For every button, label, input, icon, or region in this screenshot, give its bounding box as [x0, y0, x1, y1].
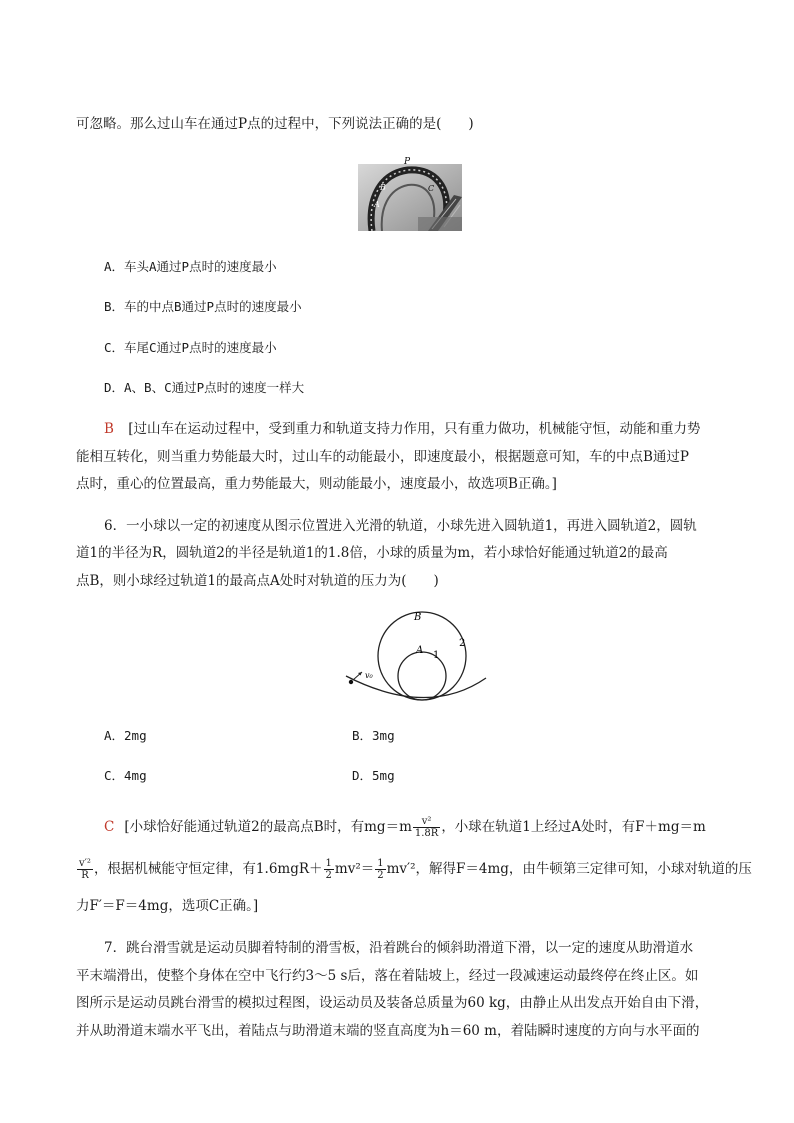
q7-stem-1: 7．跳台滑雪就是运动员脚着特制的滑雪板，沿着跳台的倾斜助滑道下滑，以一定的速度从助滑道水 — [104, 940, 694, 956]
q6-answer-letter: C — [104, 819, 115, 835]
q6-option-b: B．3mg — [352, 728, 395, 743]
q6-stem-2: 道1的半径为R，圆轨道2的半径是轨道1的1.8倍，小球的质量为m，若小球恰好能通过轨道2的最高 — [76, 545, 668, 561]
q7-stem-2: 平末端滑出，使整个身体在空中飞行约3～5 s后，落在着陆坡上，经过一段减速运动最终停在终止区。如 — [76, 968, 699, 984]
label-b: B — [414, 612, 422, 623]
q5-option-c: C．车尾C通过P点时的速度最小 — [104, 340, 277, 355]
q6-option-c: C．4mg — [104, 768, 147, 783]
photo-label-c: C — [428, 184, 435, 193]
roller-coaster-photo — [358, 157, 462, 231]
track-2-circle — [378, 612, 466, 700]
q5-stem-tail: 可忽略。那么过山车在通过P点的过程中，下列说法正确的是( ) — [76, 116, 474, 132]
q5-option-a: A．车头A通过P点时的速度最小 — [104, 259, 277, 274]
q5-option-b: B．车的中点B通过P点时的速度最小 — [104, 299, 302, 314]
q5-answer-letter: B — [104, 421, 114, 437]
ball — [349, 680, 353, 684]
q6-option-a: A．2mg — [104, 728, 147, 743]
fraction-v2-over-1.8r: $\frac{\text{v²}}{1.8R}$ — [414, 816, 439, 839]
label-1: 1 — [433, 650, 440, 661]
q7-stem-4: 并从助滑道末端水平飞出，着陆点与助滑道末端的竖直高度为h＝60 m，着陆瞬时速度的方向与水平面的 — [76, 1023, 700, 1039]
label-2: 2 — [459, 638, 466, 649]
q5-answer-line1 — [104, 419, 700, 439]
q6-stem-1: 6．一小球以一定的初速度从图示位置进入光滑的轨道，小球先进入圆轨道1，再进入圆轨道2，圆轨 — [104, 518, 697, 534]
fraction-half-2: $\frac{1}{2}$ — [377, 858, 384, 881]
q5-explanation-3: 点时，重心的位置最高，重力势能最大，则动能最小，速度最小，故选项B正确。] — [76, 476, 557, 492]
photo-label-p: P — [404, 157, 411, 167]
photo-label-a: A — [374, 200, 380, 209]
fraction-half-1: $\frac{1}{2}$ — [325, 858, 332, 881]
label-a: A — [416, 645, 424, 656]
q6-explanation-2: $\frac{\text{v′²}}{R}$ ，根据机械能守恒定律，有1.6mgR＋ $\frac{1}{2}$ mv²＝ $\frac{1}{2}$ mv′²，解得F＝4mg，由牛顿第三定律可知，小球对轨道的压 — [79, 858, 752, 881]
q5-explanation-1: [过山车在运动过程中，受到重力和轨道支持力作用，只有重力做功，机械能守恒，动能和重力势 — [128, 421, 701, 437]
fraction-v2-over-r: $\frac{\text{v′²}}{R}$ — [79, 858, 91, 881]
q5-option-d: D．A、B、C通过P点时的速度一样大 — [104, 380, 305, 395]
q6-explanation-3: 力F′＝F＝4mg，选项C正确。] — [76, 898, 259, 914]
photo-label-b: B — [380, 183, 386, 192]
q6-explanation-1: C [小球恰好能通过轨道2的最高点B时，有mg＝m $\frac{\text{v²}}{1.8R}$ ，小球在轨道1上经过A处时，有F＋mg＝m — [104, 816, 706, 839]
label-v0: v₀ — [365, 671, 373, 680]
q6-stem-3: 点B，则小球经过轨道1的最高点A处时对轨道的压力为( ) — [76, 573, 439, 589]
loop-track-diagram — [338, 606, 490, 704]
q7-stem-3: 图所示是运动员跳台滑雪的模拟过程图，设运动员及装备总质量为60 kg，由静止从出发点开始自由下滑， — [76, 995, 709, 1011]
q5-explanation-2: 能相互转化，则当重力势能最大时，过山车的动能最小，即速度最小，根据题意可知，车的中点B通过P — [76, 449, 690, 465]
q6-option-d: D．5mg — [352, 768, 395, 783]
